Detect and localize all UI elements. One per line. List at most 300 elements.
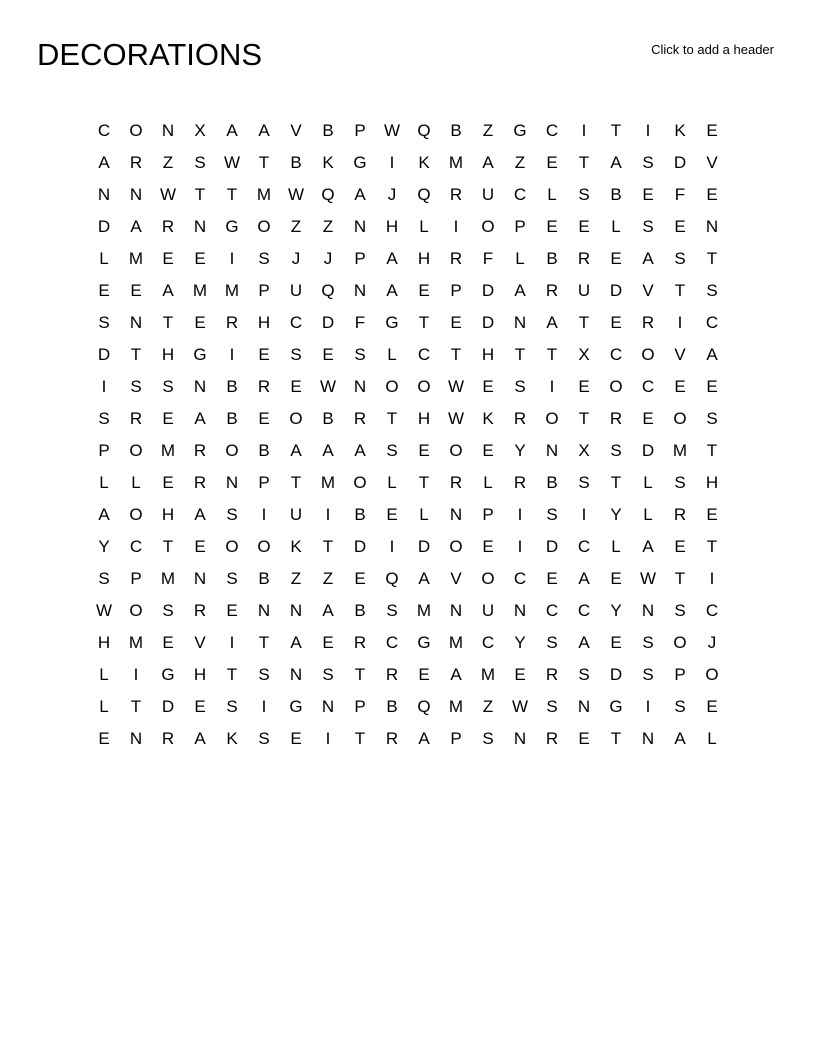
grid-letter: E bbox=[290, 729, 302, 748]
grid-letter: M bbox=[128, 633, 144, 652]
grid-letter: C bbox=[129, 537, 143, 556]
grid-letter: N bbox=[513, 313, 527, 332]
grid-letter: R bbox=[545, 729, 559, 748]
grid-letter: M bbox=[448, 633, 464, 652]
grid-letter: L bbox=[419, 217, 429, 236]
grid-letter: N bbox=[513, 729, 527, 748]
grid-letter: D bbox=[481, 281, 495, 300]
grid-letter: L bbox=[643, 505, 653, 524]
grid-letter: I bbox=[261, 505, 267, 524]
grid-letter: W bbox=[447, 409, 465, 428]
grid-letter: Y bbox=[98, 537, 110, 556]
grid-letter: N bbox=[353, 217, 367, 236]
grid-letter: S bbox=[642, 665, 654, 684]
grid-letter: B bbox=[258, 569, 270, 588]
grid-letter: M bbox=[448, 153, 464, 172]
grid-letter: I bbox=[581, 121, 587, 140]
grid-letter: O bbox=[257, 217, 271, 236]
grid-letter: R bbox=[385, 665, 399, 684]
grid-letter: Y bbox=[514, 633, 526, 652]
grid-letter: T bbox=[610, 729, 622, 748]
grid-letter: I bbox=[645, 121, 651, 140]
grid-letter: P bbox=[354, 697, 366, 716]
grid-letter: N bbox=[641, 601, 655, 620]
grid-letter: E bbox=[162, 633, 174, 652]
grid-letter: R bbox=[449, 473, 463, 492]
grid-letter: S bbox=[226, 697, 238, 716]
grid-letter: N bbox=[705, 217, 719, 236]
grid-letter: C bbox=[385, 633, 399, 652]
grid-letter: W bbox=[447, 377, 465, 396]
grid-letter: C bbox=[545, 121, 559, 140]
grid-letter: A bbox=[162, 281, 174, 300]
grid-letter: H bbox=[161, 505, 175, 524]
grid-letter: C bbox=[545, 601, 559, 620]
grid-letter: O bbox=[673, 633, 687, 652]
grid-letter: N bbox=[161, 121, 175, 140]
grid-letter: N bbox=[129, 313, 143, 332]
grid-letter: Z bbox=[290, 217, 302, 236]
grid-letter: V bbox=[290, 121, 302, 140]
grid-letter: E bbox=[418, 441, 430, 460]
grid-letter: T bbox=[546, 345, 558, 364]
grid-letter: C bbox=[705, 601, 719, 620]
grid-letter: I bbox=[517, 537, 523, 556]
grid-letter: C bbox=[417, 345, 431, 364]
grid-letter: E bbox=[546, 217, 558, 236]
grid-letter: S bbox=[98, 313, 110, 332]
grid-letter: C bbox=[577, 601, 591, 620]
grid-letter: M bbox=[672, 441, 688, 460]
grid-letter: P bbox=[674, 665, 686, 684]
grid-letter: A bbox=[354, 441, 366, 460]
grid-letter: T bbox=[706, 537, 718, 556]
grid-letter: S bbox=[258, 665, 270, 684]
grid-letter: A bbox=[322, 441, 334, 460]
grid-letter: O bbox=[673, 409, 687, 428]
grid-letter: M bbox=[480, 665, 496, 684]
grid-letter: T bbox=[418, 313, 430, 332]
grid-letter: C bbox=[97, 121, 111, 140]
grid-letter: Z bbox=[290, 569, 302, 588]
grid-letter: L bbox=[547, 185, 557, 204]
grid-letter: A bbox=[194, 729, 206, 748]
grid-letter: D bbox=[97, 217, 111, 236]
grid-letter: Q bbox=[385, 569, 399, 588]
grid-letter: R bbox=[449, 185, 463, 204]
grid-letter: I bbox=[261, 697, 267, 716]
grid-letter: T bbox=[226, 185, 238, 204]
grid-letter: G bbox=[417, 633, 431, 652]
grid-letter: E bbox=[578, 377, 590, 396]
header-placeholder[interactable]: Click to add a header bbox=[651, 42, 774, 57]
grid-letter: A bbox=[322, 601, 334, 620]
grid-letter: O bbox=[449, 441, 463, 460]
grid-letter: A bbox=[290, 633, 302, 652]
grid-letter: C bbox=[481, 633, 495, 652]
grid-letter: E bbox=[450, 313, 462, 332]
grid-letter: B bbox=[258, 441, 270, 460]
grid-letter: T bbox=[674, 281, 686, 300]
grid-letter: A bbox=[226, 121, 238, 140]
grid-row bbox=[88, 275, 728, 307]
grid-letter: E bbox=[162, 409, 174, 428]
grid-letter: B bbox=[450, 121, 462, 140]
grid-letter: T bbox=[258, 633, 270, 652]
grid-letter: D bbox=[97, 345, 111, 364]
grid-letter: R bbox=[129, 153, 143, 172]
grid-letter: G bbox=[513, 121, 527, 140]
grid-letter: R bbox=[193, 441, 207, 460]
grid-letter: O bbox=[353, 473, 367, 492]
grid-letter: H bbox=[97, 633, 111, 652]
grid-letter: O bbox=[257, 537, 271, 556]
grid-letter: T bbox=[578, 409, 590, 428]
grid-letter: N bbox=[545, 441, 559, 460]
grid-letter: E bbox=[674, 217, 686, 236]
grid-letter: I bbox=[389, 537, 395, 556]
grid-letter: E bbox=[578, 729, 590, 748]
grid-letter: N bbox=[577, 697, 591, 716]
grid-letter: E bbox=[98, 729, 110, 748]
grid-letter: N bbox=[257, 601, 271, 620]
grid-letter: P bbox=[98, 441, 110, 460]
grid-letter: K bbox=[482, 409, 494, 428]
grid-letter: N bbox=[289, 601, 303, 620]
grid-letter: B bbox=[546, 473, 558, 492]
grid-letter: A bbox=[194, 505, 206, 524]
grid-letter: Z bbox=[482, 121, 494, 140]
grid-letter: I bbox=[709, 569, 715, 588]
grid-letter: T bbox=[418, 473, 430, 492]
grid-letter: O bbox=[129, 121, 143, 140]
grid-letter: B bbox=[322, 121, 334, 140]
grid-letter: D bbox=[609, 281, 623, 300]
grid-letter: E bbox=[482, 377, 494, 396]
grid-letter: S bbox=[546, 697, 558, 716]
grid-letter: G bbox=[225, 217, 239, 236]
grid-letter: N bbox=[449, 601, 463, 620]
grid-letter: C bbox=[705, 313, 719, 332]
grid-letter: L bbox=[99, 665, 109, 684]
grid-row bbox=[88, 435, 728, 467]
grid-letter: S bbox=[706, 409, 718, 428]
grid-letter: T bbox=[322, 537, 334, 556]
grid-letter: K bbox=[322, 153, 334, 172]
grid-letter: T bbox=[162, 313, 174, 332]
grid-letter: E bbox=[642, 185, 654, 204]
grid-letter: N bbox=[321, 697, 335, 716]
grid-letter: P bbox=[258, 473, 270, 492]
grid-letter: M bbox=[320, 473, 336, 492]
grid-letter: Q bbox=[321, 281, 335, 300]
grid-letter: A bbox=[290, 441, 302, 460]
grid-letter: F bbox=[482, 249, 494, 268]
grid-letter: O bbox=[609, 377, 623, 396]
grid-letter: S bbox=[322, 665, 334, 684]
grid-letter: R bbox=[257, 377, 271, 396]
grid-letter: I bbox=[101, 377, 107, 396]
grid-letter: C bbox=[289, 313, 303, 332]
grid-letter: S bbox=[162, 601, 174, 620]
grid-letter: L bbox=[707, 729, 717, 748]
grid-letter: S bbox=[226, 569, 238, 588]
grid-letter: E bbox=[610, 633, 622, 652]
grid-row bbox=[88, 115, 728, 147]
grid-letter: R bbox=[353, 633, 367, 652]
grid-letter: L bbox=[131, 473, 141, 492]
grid-letter: D bbox=[481, 313, 495, 332]
grid-letter: U bbox=[577, 281, 591, 300]
grid-letter: T bbox=[130, 697, 142, 716]
grid-letter: P bbox=[354, 249, 366, 268]
grid-letter: O bbox=[129, 441, 143, 460]
grid-letter: O bbox=[481, 217, 495, 236]
grid-letter: I bbox=[133, 665, 139, 684]
grid-letter: S bbox=[194, 153, 206, 172]
grid-row bbox=[88, 595, 728, 627]
grid-letter: S bbox=[642, 633, 654, 652]
grid-letter: S bbox=[674, 601, 686, 620]
grid-letter: D bbox=[417, 537, 431, 556]
grid-letter: D bbox=[609, 665, 623, 684]
grid-letter: K bbox=[674, 121, 686, 140]
grid-letter: A bbox=[450, 665, 462, 684]
grid-letter: E bbox=[386, 505, 398, 524]
grid-letter: T bbox=[674, 569, 686, 588]
grid-letter: T bbox=[514, 345, 526, 364]
grid-letter: B bbox=[354, 505, 366, 524]
grid-letter: H bbox=[193, 665, 207, 684]
grid-letter: A bbox=[258, 121, 270, 140]
grid-letter: G bbox=[193, 345, 207, 364]
grid-letter: L bbox=[611, 537, 621, 556]
grid-letter: S bbox=[386, 441, 398, 460]
grid-letter: M bbox=[192, 281, 208, 300]
grid-letter: Z bbox=[162, 153, 174, 172]
grid-letter: N bbox=[353, 377, 367, 396]
grid-letter: D bbox=[321, 313, 335, 332]
grid-letter: E bbox=[514, 665, 526, 684]
grid-letter: T bbox=[386, 409, 398, 428]
grid-letter: S bbox=[226, 505, 238, 524]
grid-letter: M bbox=[160, 441, 176, 460]
grid-letter: A bbox=[578, 633, 590, 652]
grid-letter: Q bbox=[321, 185, 335, 204]
grid-letter: C bbox=[513, 569, 527, 588]
grid-letter: E bbox=[194, 537, 206, 556]
grid-letter: R bbox=[513, 409, 527, 428]
grid-letter: Y bbox=[610, 601, 622, 620]
grid-letter: A bbox=[386, 249, 398, 268]
grid-letter: G bbox=[289, 697, 303, 716]
grid-letter: S bbox=[674, 697, 686, 716]
grid-letter: U bbox=[289, 505, 303, 524]
grid-letter: Z bbox=[322, 217, 334, 236]
grid-letter: A bbox=[98, 505, 110, 524]
grid-letter: I bbox=[453, 217, 459, 236]
grid-letter: E bbox=[482, 537, 494, 556]
grid-letter: I bbox=[229, 249, 235, 268]
grid-letter: E bbox=[642, 409, 654, 428]
grid-letter: T bbox=[610, 121, 622, 140]
grid-letter: L bbox=[387, 345, 397, 364]
grid-letter: M bbox=[448, 697, 464, 716]
grid-letter: N bbox=[353, 281, 367, 300]
grid-letter: B bbox=[290, 153, 302, 172]
grid-letter: J bbox=[323, 249, 333, 268]
grid-letter: E bbox=[546, 569, 558, 588]
grid-letter: O bbox=[705, 665, 719, 684]
grid-letter: R bbox=[353, 409, 367, 428]
grid-letter: L bbox=[515, 249, 525, 268]
grid-letter: E bbox=[258, 345, 270, 364]
grid-letter: Z bbox=[514, 153, 526, 172]
grid-letter: N bbox=[129, 729, 143, 748]
grid-letter: T bbox=[354, 729, 366, 748]
word-search-grid bbox=[88, 115, 728, 755]
grid-letter: G bbox=[161, 665, 175, 684]
grid-letter: D bbox=[641, 441, 655, 460]
grid-letter: R bbox=[385, 729, 399, 748]
grid-letter: W bbox=[159, 185, 177, 204]
grid-letter: E bbox=[706, 697, 718, 716]
grid-letter: R bbox=[161, 729, 175, 748]
grid-letter: T bbox=[354, 665, 366, 684]
grid-letter: M bbox=[128, 249, 144, 268]
grid-letter: I bbox=[229, 633, 235, 652]
grid-letter: S bbox=[482, 729, 494, 748]
grid-letter: N bbox=[193, 377, 207, 396]
grid-letter: A bbox=[642, 249, 654, 268]
grid-letter: O bbox=[225, 441, 239, 460]
grid-letter: W bbox=[287, 185, 305, 204]
grid-letter: E bbox=[130, 281, 142, 300]
grid-letter: H bbox=[417, 409, 431, 428]
grid-letter: E bbox=[162, 249, 174, 268]
grid-letter: O bbox=[481, 569, 495, 588]
grid-letter: S bbox=[642, 217, 654, 236]
grid-letter: A bbox=[354, 185, 366, 204]
grid-letter: E bbox=[322, 633, 334, 652]
grid-letter: L bbox=[419, 505, 429, 524]
grid-letter: R bbox=[641, 313, 655, 332]
grid-letter: E bbox=[482, 441, 494, 460]
grid-letter: O bbox=[449, 537, 463, 556]
grid-letter: X bbox=[578, 441, 590, 460]
grid-letter: T bbox=[706, 441, 718, 460]
grid-letter: L bbox=[99, 249, 109, 268]
grid-letter: A bbox=[194, 409, 206, 428]
grid-letter: C bbox=[577, 537, 591, 556]
grid-letter: I bbox=[677, 313, 683, 332]
grid-letter: E bbox=[194, 697, 206, 716]
grid-letter: G bbox=[609, 697, 623, 716]
grid-letter: N bbox=[289, 665, 303, 684]
grid-letter: I bbox=[389, 153, 395, 172]
grid-letter: V bbox=[706, 153, 718, 172]
grid-letter: N bbox=[225, 473, 239, 492]
grid-letter: A bbox=[482, 153, 494, 172]
grid-row bbox=[88, 467, 728, 499]
grid-letter: T bbox=[130, 345, 142, 364]
grid-letter: E bbox=[610, 313, 622, 332]
grid-letter: D bbox=[673, 153, 687, 172]
grid-letter: V bbox=[674, 345, 686, 364]
page-title: DECORATIONS bbox=[37, 37, 263, 72]
grid-letter: E bbox=[418, 665, 430, 684]
grid-letter: B bbox=[386, 697, 398, 716]
grid-letter: J bbox=[707, 633, 717, 652]
grid-letter: I bbox=[229, 345, 235, 364]
grid-letter: C bbox=[609, 345, 623, 364]
grid-letter: H bbox=[705, 473, 719, 492]
grid-letter: E bbox=[226, 601, 238, 620]
grid-letter: N bbox=[97, 185, 111, 204]
grid-row bbox=[88, 499, 728, 531]
grid-letter: W bbox=[383, 121, 401, 140]
grid-letter: O bbox=[225, 537, 239, 556]
grid-letter: D bbox=[545, 537, 559, 556]
grid-letter: G bbox=[353, 153, 367, 172]
grid-letter: E bbox=[98, 281, 110, 300]
grid-letter: R bbox=[545, 665, 559, 684]
grid-letter: D bbox=[353, 537, 367, 556]
grid-letter: E bbox=[322, 345, 334, 364]
grid-row bbox=[88, 371, 728, 403]
grid-letter: Y bbox=[514, 441, 526, 460]
grid-letter: N bbox=[129, 185, 143, 204]
grid-letter: S bbox=[578, 185, 590, 204]
grid-letter: H bbox=[385, 217, 399, 236]
grid-letter: E bbox=[706, 505, 718, 524]
grid-letter: E bbox=[258, 409, 270, 428]
grid-letter: A bbox=[514, 281, 526, 300]
grid-letter: E bbox=[194, 249, 206, 268]
grid-letter: D bbox=[161, 697, 175, 716]
grid-letter: S bbox=[578, 665, 590, 684]
grid-letter: Z bbox=[482, 697, 494, 716]
grid-letter: T bbox=[258, 153, 270, 172]
grid-letter: F bbox=[674, 185, 686, 204]
grid-letter: S bbox=[642, 153, 654, 172]
grid-letter: M bbox=[224, 281, 240, 300]
grid-letter: T bbox=[610, 473, 622, 492]
grid-letter: A bbox=[386, 281, 398, 300]
grid-letter: C bbox=[513, 185, 527, 204]
grid-letter: E bbox=[706, 121, 718, 140]
grid-letter: H bbox=[161, 345, 175, 364]
grid-letter: N bbox=[513, 601, 527, 620]
grid-letter: Q bbox=[417, 185, 431, 204]
grid-letter: S bbox=[258, 249, 270, 268]
grid-letter: A bbox=[706, 345, 718, 364]
grid-letter: H bbox=[481, 345, 495, 364]
grid-letter: S bbox=[610, 441, 622, 460]
grid-letter: I bbox=[645, 697, 651, 716]
grid-row bbox=[88, 627, 728, 659]
grid-letter: I bbox=[517, 505, 523, 524]
grid-letter: R bbox=[161, 217, 175, 236]
grid-letter: O bbox=[417, 377, 431, 396]
grid-letter: S bbox=[290, 345, 302, 364]
grid-letter: W bbox=[511, 697, 529, 716]
grid-letter: W bbox=[95, 601, 113, 620]
grid-letter: I bbox=[325, 729, 331, 748]
grid-letter: K bbox=[290, 537, 302, 556]
grid-letter: R bbox=[609, 409, 623, 428]
grid-row bbox=[88, 339, 728, 371]
